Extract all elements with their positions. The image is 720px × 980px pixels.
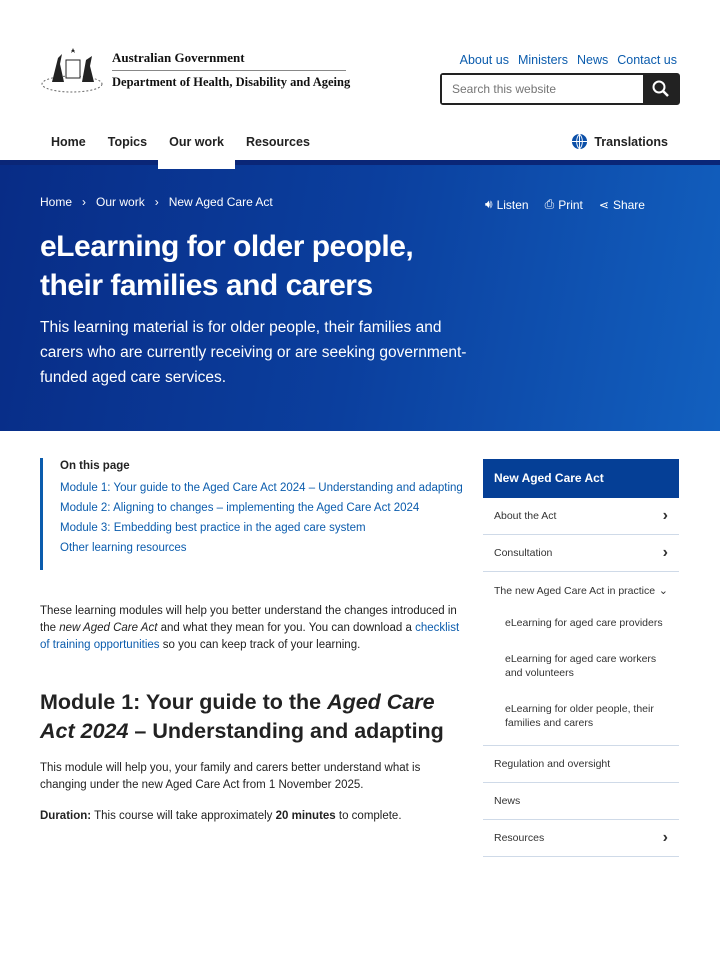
ministers-link[interactable]: Ministers [517, 53, 568, 67]
module-1-duration [40, 810, 460, 822]
translations-label: Translations [594, 134, 668, 149]
section-sidebar [483, 459, 679, 857]
otp-link-module-2[interactable]: Module 2: Aligning to changes – implementing the Aged Care Act 2024 [60, 502, 420, 514]
duration-value: 20 minutes [275, 810, 336, 822]
heading-text: – Understanding and adapting [128, 719, 444, 743]
search-bar [440, 73, 680, 105]
sidebar-subitem-older-people[interactable]: eLearning for older people, their families and carers [505, 703, 654, 729]
intro-emphasis: new Aged Care Act [59, 622, 158, 634]
search-button[interactable] [643, 75, 678, 103]
contact-us-link[interactable]: Contact us [617, 53, 677, 67]
nav-resources[interactable]: Resources [245, 135, 310, 149]
hero-banner [0, 160, 720, 431]
sidebar-item-label: The new Aged Care Act in practice [494, 584, 656, 597]
page-lead: This learning material is for older people, their families and carers who are currently receiving or are seeking government-funded aged care services. [40, 319, 467, 386]
sidebar-subitem-workers[interactable]: eLearning for aged care workers and volunteers [505, 653, 657, 679]
translations-button[interactable] [571, 133, 668, 150]
print-icon: ⎙ [544, 197, 555, 211]
sidebar-title[interactable]: New Aged Care Act [483, 459, 679, 498]
share-icon: ⋖ [598, 197, 609, 212]
sidebar-item-label: Regulation and oversight [494, 758, 611, 770]
globe-icon [571, 133, 588, 150]
sidebar-item-about[interactable] [483, 498, 679, 535]
coat-of-arms-icon [38, 44, 106, 96]
duration-text: This course will take approximately [91, 810, 276, 822]
gov-name: Australian Government [112, 50, 346, 71]
chevron-right-icon: › [662, 507, 668, 524]
breadcrumb-home[interactable]: Home [40, 195, 73, 209]
otp-link-other[interactable]: Other learning resources [60, 542, 187, 554]
listen-link[interactable]: Listen [496, 197, 529, 212]
breadcrumb [40, 195, 273, 209]
government-logo[interactable] [38, 44, 350, 96]
page-tools [485, 197, 645, 212]
sidebar-subitem-providers[interactable]: eLearning for aged care providers [505, 617, 663, 629]
module-1-heading [40, 688, 470, 746]
news-link[interactable]: News [576, 53, 609, 67]
heading-text: Module 1: Your guide to the [40, 690, 328, 714]
chevron-right-icon: › [82, 195, 87, 209]
sidebar-item-resources[interactable] [483, 820, 679, 857]
sidebar-item-news[interactable] [483, 783, 679, 820]
breadcrumb-new-aged-care-act[interactable]: New Aged Care Act [168, 195, 273, 209]
page-title: eLearning for older people, their families and carers [40, 230, 414, 302]
sidebar-item-label: Resources [494, 832, 545, 844]
search-input[interactable] [442, 75, 643, 103]
speaker-icon: 🔊︎ [485, 197, 493, 211]
sidebar-item-regulation[interactable] [483, 746, 679, 783]
intro-text: so you can keep track of your learning. [159, 639, 361, 651]
intro-paragraph [40, 603, 460, 654]
sidebar-item-label: Consultation [494, 547, 553, 559]
on-this-page [40, 458, 463, 570]
intro-text: These learning modules will help you better understand the changes introduced in the [40, 605, 457, 634]
checklist-link[interactable]: checklist of training opportunities [40, 622, 460, 651]
about-us-link[interactable]: About us [459, 53, 509, 67]
otp-link-module-1[interactable]: Module 1: Your guide to the Aged Care Act 2024 – Understanding and adapting [60, 482, 463, 494]
duration-label: Duration: [40, 810, 92, 822]
otp-link-module-3[interactable]: Module 3: Embedding best practice in the aged care system [60, 522, 366, 534]
heading-emphasis: Aged Care Act 2024 [40, 690, 435, 743]
sidebar-item-in-practice[interactable] [483, 572, 679, 609]
breadcrumb-our-work[interactable]: Our work [96, 195, 145, 209]
utility-links [460, 53, 677, 67]
sidebar-item-consultation[interactable] [483, 535, 679, 572]
module-1-body: This module will help you, your family and carers better understand what is changing under the new Aged Care Act from 1 November 2025. [40, 762, 421, 791]
on-this-page-title: On this page [60, 460, 130, 472]
chevron-right-icon: › [662, 829, 668, 846]
chevron-right-icon: › [154, 195, 159, 209]
search-icon [652, 80, 670, 98]
sidebar-item-label: About the Act [494, 510, 557, 522]
intro-text: and what they mean for you. You can download a [157, 622, 416, 634]
share-link[interactable]: Share [612, 197, 645, 212]
sidebar-item-label: News [494, 795, 521, 807]
chevron-right-icon: › [662, 544, 668, 561]
dept-name: Department of Health, Disability and Ageing [112, 75, 351, 89]
nav-topics[interactable]: Topics [107, 135, 148, 149]
chevron-down-icon: ⌄ [658, 585, 668, 597]
sidebar-group-in-practice [483, 572, 679, 746]
duration-text: to complete. [335, 810, 402, 822]
nav-home[interactable]: Home [51, 135, 86, 149]
print-link[interactable]: Print [558, 197, 583, 212]
nav-our-work[interactable]: Our work [158, 128, 235, 169]
